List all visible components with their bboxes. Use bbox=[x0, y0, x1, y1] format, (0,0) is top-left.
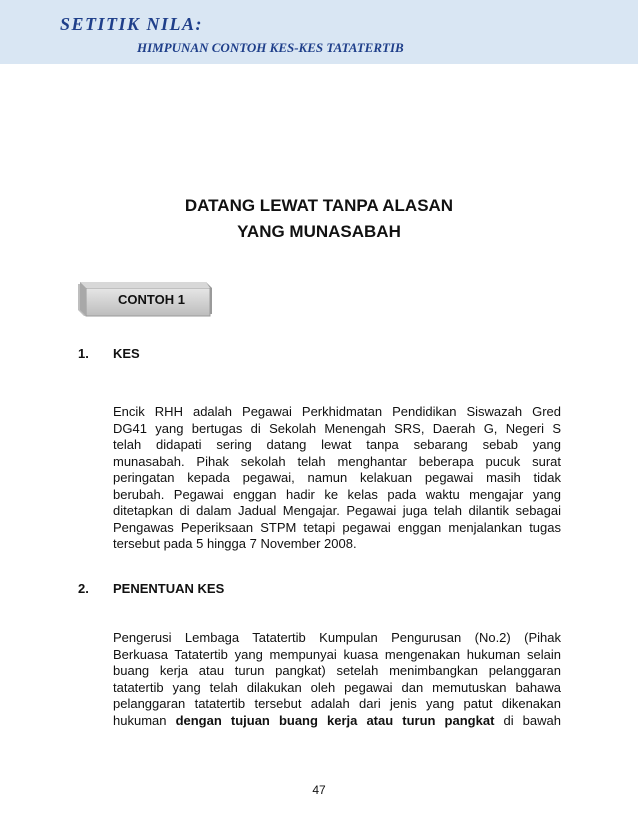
body-line: peringatan kepada pegawai, namun kelakuan pegawai masih tidak bbox=[113, 470, 561, 485]
body-line: tersebut pada 5 hingga 7 November 2008. bbox=[113, 536, 357, 551]
page-number: 47 bbox=[312, 783, 326, 797]
body-line: Pengawas Peperiksaan STPM tetapi pegawai enggan menjalankan tugas bbox=[113, 519, 561, 535]
body-line: pelanggaran tatatertib tersebut adalah dari jenis yang patut dikenakan bbox=[113, 696, 561, 711]
section-heading: KES bbox=[113, 346, 140, 361]
section-body bbox=[113, 630, 561, 729]
page-title-line2: YANG MUNASABAH bbox=[237, 222, 401, 241]
body-line: tatatertib yang telah dilakukan oleh pegawai dan memutuskan bahawa bbox=[113, 679, 561, 695]
body-line-mixed bbox=[113, 713, 561, 730]
tab-label: CONTOH 1 bbox=[118, 292, 185, 307]
running-header bbox=[0, 0, 638, 64]
body-line: Pengerusi Lembaga Tatatertib Kumpulan Pengurusan (No.2) (Pihak bbox=[113, 630, 561, 645]
body-line: buang kerja atau turun pangkat) setelah menimbangkan pelanggaran bbox=[113, 663, 561, 678]
example-tab bbox=[72, 280, 216, 318]
page-title-line1: DATANG LEWAT TANPA ALASAN bbox=[184, 196, 454, 215]
section-body bbox=[113, 404, 561, 553]
header-series-title: SETITIK NILA: bbox=[60, 14, 204, 34]
section-number: 1. bbox=[78, 346, 89, 361]
section-number: 2. bbox=[78, 581, 89, 596]
body-line: Berkuasa Tatatertib yang mempunyai kuasa mengenakan hukuman selain bbox=[113, 646, 561, 662]
body-line: munasabah. Pihak sekolah telah menghantar beberapa pucuk surat bbox=[113, 453, 561, 469]
body-text: di bawah bbox=[494, 712, 561, 728]
body-line: DG41 yang bertugas di Sekolah Menengah SRS, Daerah G, Negeri S bbox=[113, 420, 561, 436]
body-line: telah didapati sering datang lewat tanpa sebarang sebab yang bbox=[113, 437, 561, 452]
header-subtitle: HIMPUNAN CONTOH KES-KES TATATERTIB bbox=[137, 40, 404, 55]
body-bold-text: dengan tujuan buang kerja atau turun pangkat bbox=[175, 712, 495, 728]
body-line: Encik RHH adalah Pegawai Perkhidmatan Pendidikan Siswazah Gred bbox=[113, 404, 561, 419]
section-heading: PENENTUAN KES bbox=[113, 581, 225, 596]
body-line: berubah. Pegawai enggan hadir ke kelas pada waktu mengajar yang bbox=[113, 486, 561, 502]
body-text: hukuman bbox=[113, 712, 176, 728]
body-line: ditetapkan di dalam Jadual Mengajar. Pegawai juga telah dilantik sebagai bbox=[113, 503, 561, 518]
